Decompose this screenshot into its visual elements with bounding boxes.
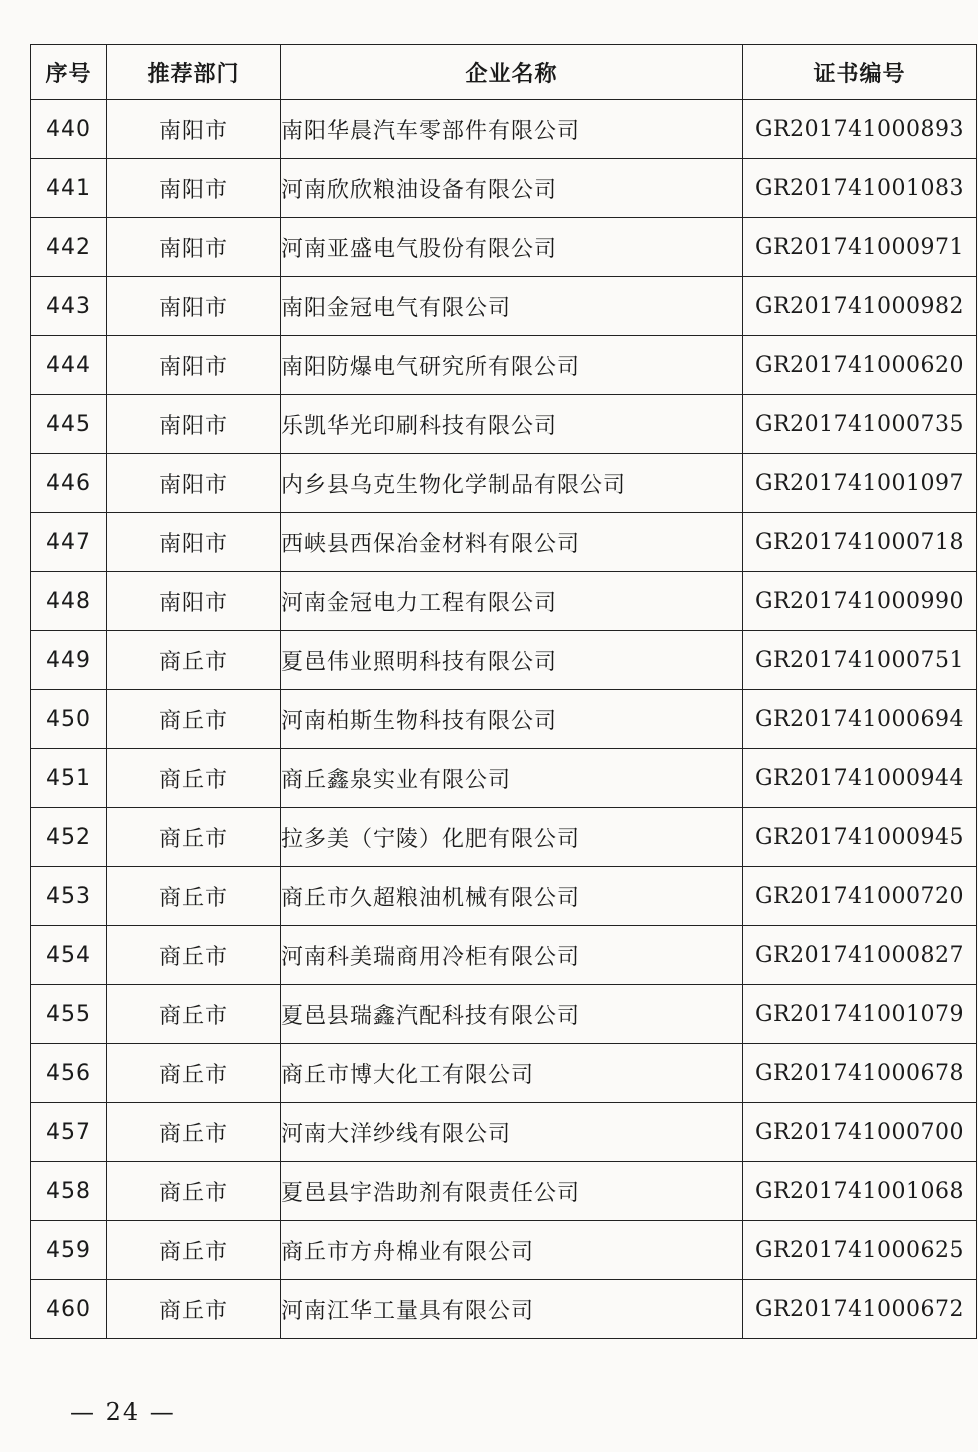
cell-dept: 商丘市 <box>107 749 281 808</box>
table-row <box>31 985 977 1044</box>
cell-company-name: 南阳华晨汽车零部件有限公司 <box>281 100 743 159</box>
cell-cert-number: GR201741000718 <box>743 513 977 572</box>
table-row <box>31 1221 977 1280</box>
cell-cert-number: GR201741000678 <box>743 1044 977 1103</box>
cell-no: 460 <box>31 1280 107 1339</box>
cell-cert-number: GR201741000893 <box>743 100 977 159</box>
table-row <box>31 1044 977 1103</box>
cell-cert-number: GR201741001079 <box>743 985 977 1044</box>
table-row <box>31 454 977 513</box>
cell-dept: 南阳市 <box>107 336 281 395</box>
cell-company-name: 河南欣欣粮油设备有限公司 <box>281 159 743 218</box>
cell-cert-number: GR201741001083 <box>743 159 977 218</box>
cell-no: 448 <box>31 572 107 631</box>
table-row <box>31 100 977 159</box>
cell-no: 453 <box>31 867 107 926</box>
cell-cert-number: GR201741000971 <box>743 218 977 277</box>
cell-cert-number: GR201741000751 <box>743 631 977 690</box>
header-name: 企业名称 <box>281 45 743 100</box>
cell-dept: 南阳市 <box>107 513 281 572</box>
cell-cert-number: GR201741000944 <box>743 749 977 808</box>
cell-company-name: 内乡县乌克生物化学制品有限公司 <box>281 454 743 513</box>
table-row <box>31 218 977 277</box>
cell-no: 457 <box>31 1103 107 1162</box>
cell-no: 440 <box>31 100 107 159</box>
table-row <box>31 926 977 985</box>
cell-dept: 商丘市 <box>107 690 281 749</box>
cell-cert-number: GR201741000827 <box>743 926 977 985</box>
cell-cert-number: GR201741000672 <box>743 1280 977 1339</box>
cell-company-name: 商丘市博大化工有限公司 <box>281 1044 743 1103</box>
cell-no: 445 <box>31 395 107 454</box>
cell-cert-number: GR201741000700 <box>743 1103 977 1162</box>
table-row <box>31 277 977 336</box>
cell-company-name: 商丘鑫泉实业有限公司 <box>281 749 743 808</box>
cell-no: 459 <box>31 1221 107 1280</box>
table-row <box>31 1280 977 1339</box>
cell-no: 444 <box>31 336 107 395</box>
cell-dept: 商丘市 <box>107 867 281 926</box>
cell-dept: 商丘市 <box>107 1044 281 1103</box>
cell-company-name: 夏邑县宇浩助剂有限责任公司 <box>281 1162 743 1221</box>
certificate-table <box>30 44 977 1339</box>
cell-company-name: 商丘市久超粮油机械有限公司 <box>281 867 743 926</box>
cell-dept: 南阳市 <box>107 395 281 454</box>
cell-dept: 商丘市 <box>107 808 281 867</box>
page-number: — 24 — <box>70 1398 176 1426</box>
cell-cert-number: GR201741001097 <box>743 454 977 513</box>
cell-dept: 商丘市 <box>107 926 281 985</box>
cell-cert-number: GR201741001068 <box>743 1162 977 1221</box>
cell-company-name: 南阳防爆电气研究所有限公司 <box>281 336 743 395</box>
table-header-row <box>31 45 977 100</box>
cell-company-name: 乐凯华光印刷科技有限公司 <box>281 395 743 454</box>
cell-no: 443 <box>31 277 107 336</box>
table-row <box>31 867 977 926</box>
table-row <box>31 336 977 395</box>
cell-company-name: 河南柏斯生物科技有限公司 <box>281 690 743 749</box>
cell-company-name: 河南亚盛电气股份有限公司 <box>281 218 743 277</box>
cell-no: 446 <box>31 454 107 513</box>
cell-company-name: 河南科美瑞商用冷柜有限公司 <box>281 926 743 985</box>
cell-dept: 南阳市 <box>107 159 281 218</box>
cell-no: 442 <box>31 218 107 277</box>
table-row <box>31 1103 977 1162</box>
cell-dept: 商丘市 <box>107 1280 281 1339</box>
cell-dept: 商丘市 <box>107 1221 281 1280</box>
cell-dept: 南阳市 <box>107 277 281 336</box>
cell-cert-number: GR201741000982 <box>743 277 977 336</box>
table-row <box>31 572 977 631</box>
cell-no: 450 <box>31 690 107 749</box>
cell-dept: 南阳市 <box>107 572 281 631</box>
cell-cert-number: GR201741000625 <box>743 1221 977 1280</box>
table-row <box>31 749 977 808</box>
cell-dept: 南阳市 <box>107 100 281 159</box>
cell-no: 451 <box>31 749 107 808</box>
table-row <box>31 395 977 454</box>
cell-no: 447 <box>31 513 107 572</box>
cell-no: 458 <box>31 1162 107 1221</box>
cell-company-name: 河南大洋纱线有限公司 <box>281 1103 743 1162</box>
cell-cert-number: GR201741000620 <box>743 336 977 395</box>
header-cert: 证书编号 <box>743 45 977 100</box>
table-row <box>31 631 977 690</box>
cell-dept: 商丘市 <box>107 631 281 690</box>
cell-cert-number: GR201741000694 <box>743 690 977 749</box>
table-row <box>31 513 977 572</box>
cell-no: 441 <box>31 159 107 218</box>
header-no: 序号 <box>31 45 107 100</box>
cell-dept: 商丘市 <box>107 985 281 1044</box>
cell-dept: 商丘市 <box>107 1103 281 1162</box>
table-row <box>31 1162 977 1221</box>
cell-cert-number: GR201741000945 <box>743 808 977 867</box>
table-row <box>31 159 977 218</box>
cell-cert-number: GR201741000990 <box>743 572 977 631</box>
cell-cert-number: GR201741000720 <box>743 867 977 926</box>
cell-company-name: 商丘市方舟棉业有限公司 <box>281 1221 743 1280</box>
cell-dept: 南阳市 <box>107 454 281 513</box>
cell-no: 449 <box>31 631 107 690</box>
cell-company-name: 拉多美（宁陵）化肥有限公司 <box>281 808 743 867</box>
cell-company-name: 西峡县西保冶金材料有限公司 <box>281 513 743 572</box>
table-row <box>31 690 977 749</box>
cell-dept: 商丘市 <box>107 1162 281 1221</box>
cell-no: 455 <box>31 985 107 1044</box>
cell-company-name: 河南江华工量具有限公司 <box>281 1280 743 1339</box>
cell-no: 452 <box>31 808 107 867</box>
table-row <box>31 808 977 867</box>
cell-company-name: 夏邑伟业照明科技有限公司 <box>281 631 743 690</box>
cell-no: 454 <box>31 926 107 985</box>
header-dept: 推荐部门 <box>107 45 281 100</box>
cell-no: 456 <box>31 1044 107 1103</box>
cell-cert-number: GR201741000735 <box>743 395 977 454</box>
cell-dept: 南阳市 <box>107 218 281 277</box>
cell-company-name: 南阳金冠电气有限公司 <box>281 277 743 336</box>
cell-company-name: 河南金冠电力工程有限公司 <box>281 572 743 631</box>
cell-company-name: 夏邑县瑞鑫汽配科技有限公司 <box>281 985 743 1044</box>
